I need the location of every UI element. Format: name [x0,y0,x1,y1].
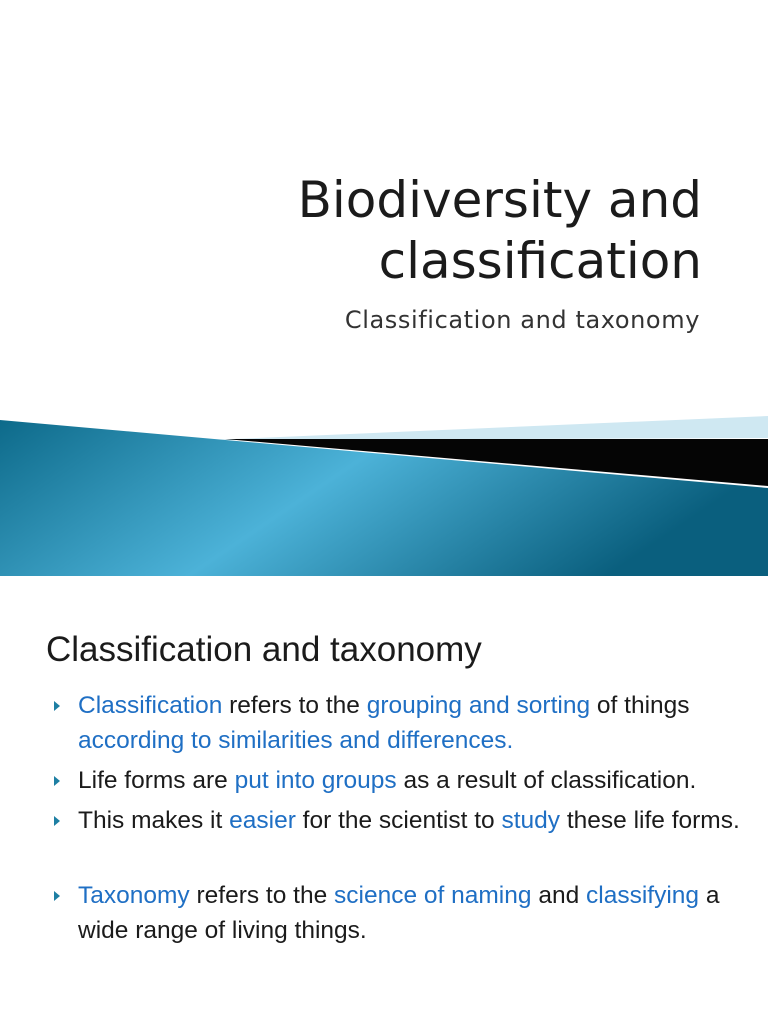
bullet-arrow-icon [54,701,60,711]
bullet-text: as a result of classification. [396,767,697,794]
decorative-banner [0,400,768,576]
bullet-text: Life forms are [78,767,235,794]
bullet-text: refers to the [189,882,335,909]
highlighted-term: study [501,807,561,834]
bullet-text: This makes it [78,807,230,834]
bullet-text: for the scientist to [295,807,502,834]
highlighted-term: science of naming [334,882,532,909]
highlighted-term: Classification [78,692,223,719]
content-slide-title: Classification and taxonomy [46,630,482,669]
highlighted-term: put into groups [234,767,397,794]
slide-title [298,170,702,292]
bullet-text: a wide range of living things [78,882,720,944]
bullet-item [52,763,742,798]
highlighted-term: according to similarities and differences. [78,727,514,754]
bullet-item [52,688,742,758]
content-slide [0,596,768,1024]
slide-subtitle: Classification and taxonomy [344,306,700,334]
bullet-item [52,878,742,948]
bullet-text: of things [590,692,690,719]
bullet-arrow-icon [54,816,60,826]
bullet-arrow-icon [54,776,60,786]
banner-light-strip [210,416,768,440]
highlighted-term: easier [229,807,296,834]
bullet-text: . [359,917,367,944]
bullet-item [52,803,742,838]
bullet-text: and [531,882,587,909]
bullet-list [52,688,742,953]
title-line-2: classification [378,232,702,290]
highlighted-term: classifying [586,882,700,909]
bullet-arrow-icon [54,891,60,901]
highlighted-term: grouping and sorting [366,692,591,719]
title-line-1: Biodiversity and [297,171,702,229]
bullet-text: these life forms. [560,807,740,834]
highlighted-term: Taxonomy [78,882,190,909]
bullet-text: refers to the [222,692,367,719]
